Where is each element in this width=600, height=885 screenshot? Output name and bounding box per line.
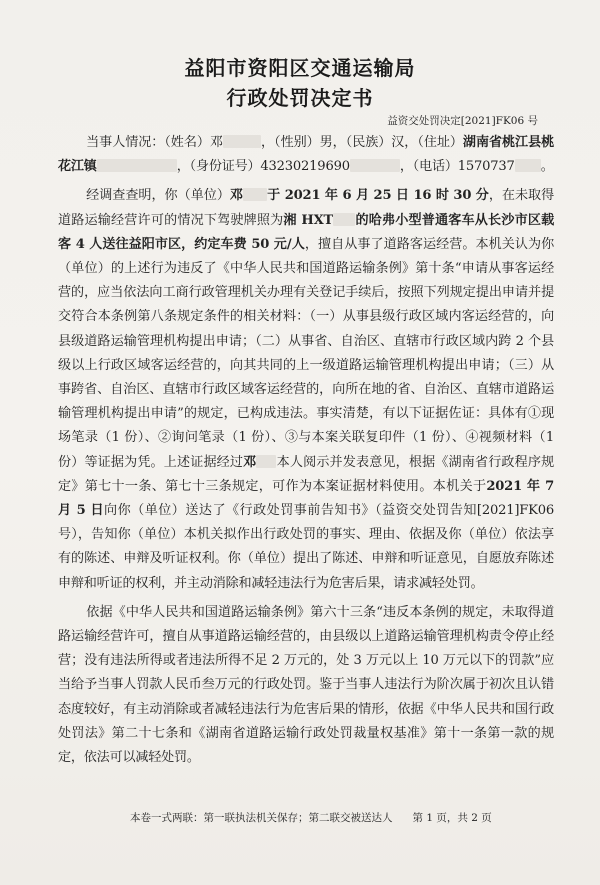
redacted-plate <box>333 213 355 226</box>
evidence-list: 。事实清楚，有以下证据佐证：具体有①现场笔录（1 份）、②询问笔录（1 份）、③与本案关联复印件（1 份）、④视频材料（1 份）等证据为凭。 <box>58 406 554 470</box>
party-address-town: 桃花江镇 <box>58 135 555 175</box>
redacted-id <box>350 159 400 172</box>
party-info: 当事人情况：（姓名）邓 ，（性别）男，（民族）汉，（住址）湖南省桃江县桃花江镇 ，（身份证号）43230219690 ，（电话）1570737 。 <box>58 135 555 175</box>
redacted-address <box>97 159 177 172</box>
document-number: 益资交处罚决定[2021]FK06 号 <box>387 115 538 127</box>
violation-datetime: 于 2021 年 6 月 25 日 16 时 30 分 <box>266 188 489 204</box>
redacted-name <box>223 135 261 148</box>
document-title: 行政处罚决定书 <box>226 86 374 110</box>
party-surname: 邓 <box>229 188 243 204</box>
plate-number: 湘 HXT <box>283 212 334 228</box>
trip-details: 从长沙市区载客 4 人送往益阳市区，约定车费 50 元/人 <box>58 212 554 252</box>
notice-date: 2021 年 7 月 5 日 <box>58 478 554 519</box>
document-body <box>58 131 554 770</box>
vehicle-type: 的哈弗小型普通客车 <box>355 212 475 228</box>
redacted-name <box>243 188 267 201</box>
agency-name: 益阳市资阳区交通运输局 <box>184 56 416 80</box>
party-address: 湖南省桃江县 <box>462 135 542 150</box>
party-phone: ，（电话）1570737 <box>399 159 515 175</box>
page-footer <box>130 810 492 825</box>
party-name-label: 当事人情况：（姓名）邓 <box>86 135 223 150</box>
redacted-phone <box>515 159 541 172</box>
page-number: 第 1 页，共 2 页 <box>412 812 492 824</box>
redacted-name <box>256 455 276 468</box>
copies-note: 本卷一式两联：第一联执法机关保存；第二联交被送达人 <box>130 812 393 824</box>
facts-paragraph: 经调查查明，你（单位）邓 于 2021 年 6 月 25 日 16 时 30 分，在未取得道路运输经营许可的情况下驾驶牌照为湘 HXT 的哈弗小型普通客车从长沙市区载客 4 人送往益阳市区，约定车费 50 元/人，擅自从事了道路客运经营。本机关认为你（单位）的上述行为违反了《中华人民共和国道路运输条例》第十条“申请从事客运经营的，应当依法向工商行政管理机关办理有关登记手续后，按照下列规定提出申请并提交符合本条例第八条规定条件的相关材料：（一）从事县级行政区域内客运经营的，向县级道路运输管理机构提出申请；（二）从事省、自治区、直辖市行政区域内跨 2 个县级以上行政区域客运经营的，向其共同的上一级道路运输管理机构提出申请；（三）从事跨省、自治区、直辖市行政区域客运经营的，向所在地的省、自治区、直辖市道路运输管理机构提出申请”的规定，已构成违法。事实清楚，有以下证据佐证：具体有①现场笔录（1 份）、②询问笔录（1 份）、③与本案关联复印件（1 份）、④视频材料（1 份）等证据为凭。上述证据经过邓 本人阅示并发表意见，根据《湖南省行政程序规定》第七十一条、第七十三条规定，可作为本案证据材料使用。本机关于2021 年 7 月 5 日向你（单位）送达了《行政处罚事前告知书》（益资交处罚告知[2021]FK06 号），告知你（单位）本机关拟作出行政处罚的事实、理由、依据及你（单位）依法享有的陈述、申辩及听证权利。你（单位）提出了陈述、申辩和听证意见，自愿放弃陈述申辩和听证的权利，并主动消除和减轻违法行为危害后果，请求减轻处罚。 <box>58 188 555 591</box>
party-gender-ethnicity: ，（性别）男，（民族）汉，（住址） <box>260 135 463 150</box>
party-id-number: ，（身份证号）43230219690 <box>176 159 350 175</box>
basis-paragraph: 依据《中华人民共和国道路运输条例》第六十三条“违反本条例的规定，未取得道路运输经营许可，擅自从事道路运输经营的，由县级以上道路运输管理机构责令停止经营；没有违法所得或者违法所得不足 2 万元的，处 3 万元以上 10 万元以下的罚款”应当给予当事人罚款人民币叁万元的行政处罚。鉴于当事人违法行为阶次属于初次且认错态度较好，有主动消除或者减轻违法行为危害后果的情形，依据《中华人民共和国行政处罚法》第二十七条和《湖南省道路运输行政处罚裁量权基准》第十一条第一款的规定，依法可以减轻处罚。 <box>58 604 554 766</box>
